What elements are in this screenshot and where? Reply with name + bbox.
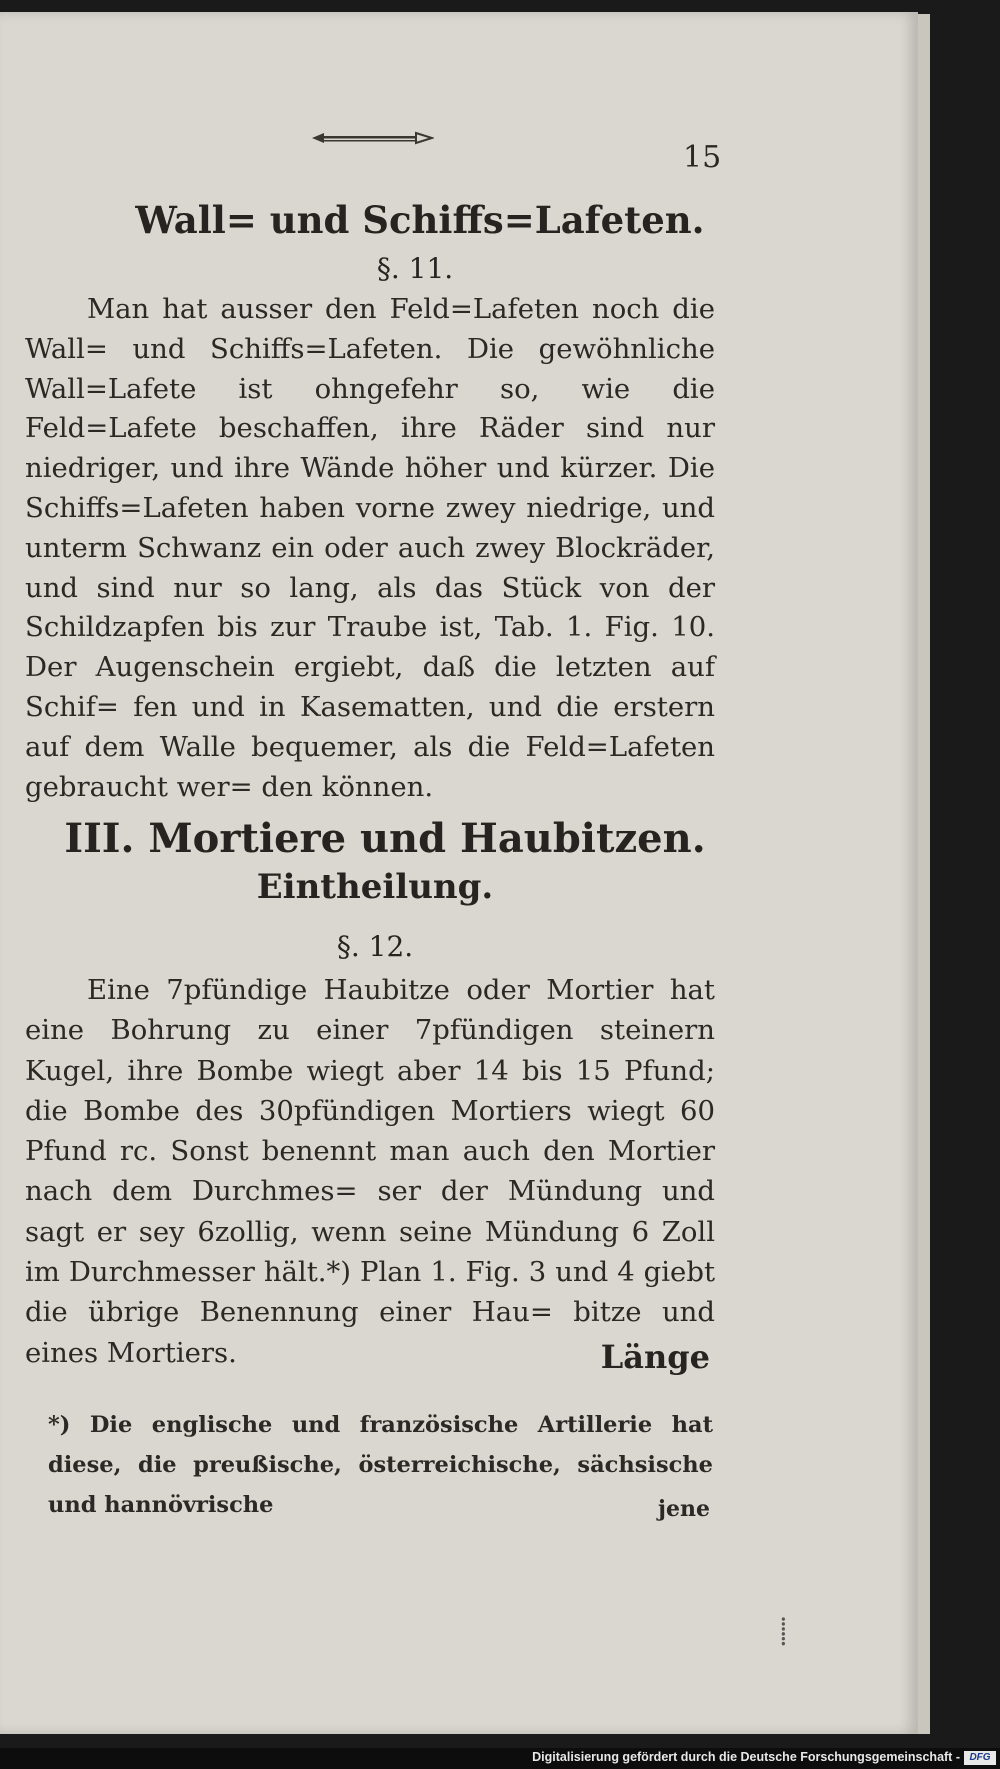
paragraph-mark-2: §. 12. (336, 930, 414, 963)
catchword: Länge (600, 1338, 710, 1376)
paragraph-text (25, 290, 715, 807)
footnote: *) Die englische und französische Artillerie hat diese, die preußische, österreichische, sächsische und hannövrische (48, 1412, 713, 1518)
credit-bar (0, 1748, 1000, 1769)
section-heading: Wall= und Schiffs=Lafeten. (135, 198, 705, 242)
page-number: 15 (683, 140, 722, 175)
ink-smudge-icon: ⸽ (780, 1617, 787, 1647)
dfg-logo-icon: DFG (964, 1751, 996, 1765)
credit-text: Digitalisierung gefördert durch die Deutsche Forschungsgemeinschaft - (532, 1750, 960, 1764)
paragraph-2-body: Eine 7pfündige Haubitze oder Mortier hat eine Bohrung zu einer 7pfündigen steinern Kugel, ihre Bombe wiegt aber 14 bis 15 Pfund; die Bombe des 30pfündigen Mortiers wiegt 60 Pfund rc. Sonst benennt man auch den Mortier nach dem Durchmes= ser der Mündung und sagt er sey 6zollig, wenn seine Mündung 6 Zoll im Durchmesser hält.*) Plan 1. Fig. 3 und 4 giebt die übrige Benennung einer Hau= bitze und eines Mortiers. (25, 974, 715, 1369)
paragraph-mark: §. 11. (376, 252, 454, 285)
header-ornament (310, 130, 434, 146)
page-edge (918, 14, 930, 1734)
footnote-catchword: jene (658, 1496, 710, 1522)
chapter-heading: III. Mortiere und Haubitzen. (64, 815, 706, 862)
book-page (0, 12, 918, 1734)
paragraph-1-body: Man hat ausser den Feld=Lafeten noch die Wall= und Schiffs=Lafeten. Die gewöhnliche Wall=Lafete ist ohngefehr so, wie die Feld=Lafete beschaffen, ihre Räder sind nur niedriger, und ihre Wände höher und kürzer. Die Schiffs=Lafeten haben vorne zwey niedrige, und unterm Schwanz ein oder auch zwey Blockräder, und sind nur so lang, als das Stück von der Schildzapfen bis zur Traube ist, Tab. 1. Fig. 10. Der Augenschein ergiebt, daß die letzten auf Schif= fen und in Kasematten, und die erstern auf dem Walle bequemer, als die Feld=Lafeten gebraucht wer= den können. (25, 293, 715, 803)
chapter-subheading: Eintheilung. (256, 867, 494, 907)
paragraph-text-2 (25, 970, 715, 1373)
